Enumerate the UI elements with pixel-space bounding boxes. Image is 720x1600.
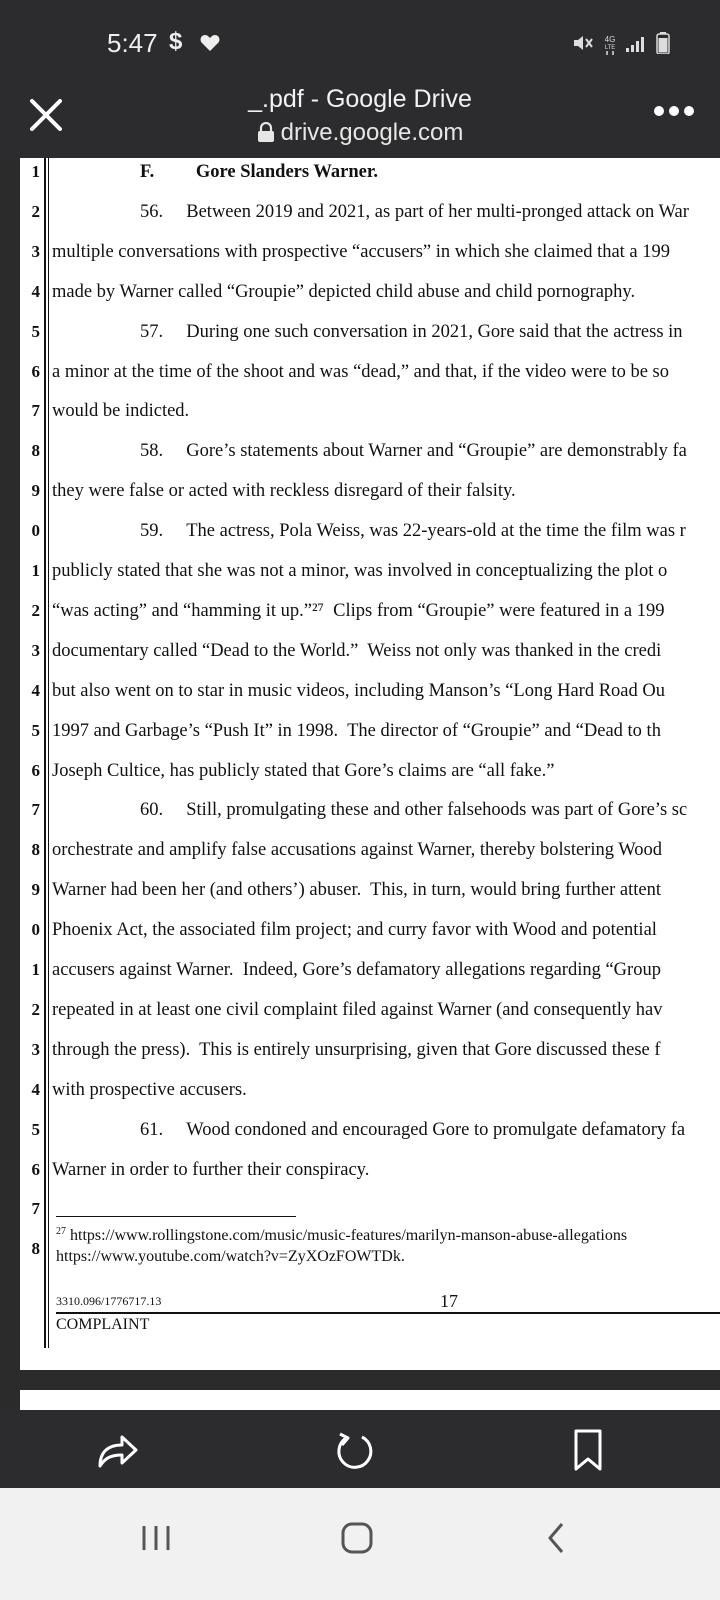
document-line: multiple conversations with prospective “accusers” in which she claimed that a 199: [52, 241, 671, 262]
document-line: documentary called “Dead to the World.” Weiss not only was thanked in the credi: [52, 640, 662, 661]
line-number: 2: [31, 600, 40, 620]
margin-rule-left: [44, 158, 46, 1348]
line-number: 7: [31, 1199, 40, 1219]
document-line: with prospective accusers.: [52, 1079, 247, 1100]
document-line: 61. Wood condoned and encouraged Gore to promulgate defamatory fa: [140, 1119, 686, 1140]
bookmark-icon: [566, 1428, 610, 1472]
recents-button[interactable]: [126, 1510, 186, 1566]
line-number: 9: [31, 481, 40, 501]
status-bar: [0, 0, 720, 85]
line-number: 5: [31, 1119, 40, 1139]
line-number: 6: [31, 1159, 40, 1179]
url-text: drive.google.com: [280, 119, 464, 146]
more-dot-icon: [669, 106, 679, 116]
share-icon: [96, 1428, 140, 1472]
more-options-button[interactable]: [654, 103, 694, 119]
footnote-url-2: https://www.youtube.com/watch?v=ZyXOzFOWTDk.: [56, 1248, 405, 1265]
line-number: 3: [31, 640, 40, 660]
line-number: 5: [31, 321, 40, 341]
line-number: 8: [31, 441, 40, 461]
line-number: 8: [31, 840, 40, 860]
document-line: but also went on to star in music videos, including Manson’s “Long Hard Road Ou: [52, 680, 665, 701]
home-icon: [327, 1510, 387, 1566]
footnote-url-1: https://www.rollingstone.com/music/music-features/marilyn-manson-abuse-allegations: [70, 1227, 628, 1244]
lock-icon: [257, 121, 275, 149]
line-number: 1: [31, 162, 40, 181]
document-line: through the press). This is entirely unsurprising, given that Gore discussed these f: [52, 1039, 661, 1060]
share-button[interactable]: [96, 1428, 140, 1472]
line-number: 1: [31, 561, 40, 580]
more-dot-icon: [654, 106, 664, 116]
battery-icon: [656, 32, 670, 59]
dollar-notification-icon: $: [169, 28, 183, 55]
status-time: 5:47: [107, 28, 158, 58]
line-number: 2: [31, 999, 40, 1019]
document-line: “was acting” and “hamming it up.”²⁷ Clips from “Groupie” were featured in a 199: [52, 600, 665, 621]
app-header: [0, 85, 720, 158]
line-number: 9: [31, 880, 40, 900]
document-line: F. Gore Slanders Warner.: [140, 162, 378, 182]
recents-icon: [126, 1510, 186, 1566]
line-number: 4: [31, 680, 40, 700]
bookmark-button[interactable]: [566, 1428, 610, 1472]
document-line: 1997 and Garbage’s “Push It” in 1998. The director of “Groupie” and “Dead to th: [52, 720, 661, 741]
document-line: Warner in order to further their conspiracy.: [52, 1159, 370, 1180]
status-icons: [572, 32, 670, 59]
line-number: 4: [31, 281, 40, 301]
document-line: 60. Still, promulgating these and other falsehoods was part of Gore’s sc: [140, 800, 688, 821]
footer-label: COMPLAINT: [56, 1316, 150, 1333]
document-id: 3310.096/1776717.13: [56, 1294, 162, 1308]
line-number: 7: [31, 800, 40, 820]
document-line: 57. During one such conversation in 2021, Gore said that the actress in: [140, 321, 683, 342]
line-number: 0: [31, 521, 40, 541]
document-line: Phoenix Act, the associated film project; and curry favor with Wood and potential: [52, 920, 657, 941]
home-button[interactable]: [327, 1510, 387, 1566]
document-line: Warner had been her (and others’) abuser. This, in turn, would bring further attent: [52, 880, 661, 901]
document-line: Joseph Cultice, has publicly stated that Gore’s claims are “all fake.”: [52, 760, 555, 781]
document-line: 56. Between 2019 and 2021, as part of her multi-pronged attack on War: [140, 201, 689, 222]
document-line: made by Warner called “Groupie” depicted child abuse and child pornography.: [52, 281, 636, 302]
document-line: publicly stated that she was not a minor, was involved in conceptualizing the plot o: [52, 561, 668, 581]
pdf-page: [20, 158, 720, 1370]
svg-text:LTE: LTE: [604, 44, 616, 51]
footnote-rule: [56, 1216, 296, 1217]
signal-icon: [626, 34, 648, 57]
document-line: repeated in at least one civil complaint filed against Warner (and consequently hav: [52, 999, 663, 1020]
document-line: they were false or acted with reckless disregard of their falsity.: [52, 481, 516, 502]
line-number: 7: [31, 401, 40, 421]
more-dot-icon: [684, 106, 694, 116]
mute-icon: [572, 33, 594, 58]
rotate-button[interactable]: [332, 1428, 376, 1472]
back-button[interactable]: [528, 1510, 588, 1566]
url-display: [0, 119, 720, 149]
document-line: a minor at the time of the shoot and was “dead,” and that, if the video were to be so: [52, 361, 669, 382]
pdf-viewer[interactable]: [0, 158, 720, 1440]
footnote-line-1: [56, 1226, 627, 1245]
document-line: 58. Gore’s statements about Warner and “Groupie” are demonstrably fa: [140, 441, 687, 462]
line-number: 5: [31, 720, 40, 740]
line-number: 0: [31, 920, 40, 940]
rotate-icon: [332, 1428, 376, 1472]
line-number: 1: [31, 960, 40, 979]
svg-text:4G: 4G: [604, 34, 616, 44]
document-line: orchestrate and amplify false accusations against Warner, thereby bolstering Wood: [52, 840, 663, 861]
line-number: 4: [31, 1079, 40, 1099]
line-number: 3: [31, 241, 40, 261]
footnote-number: 27: [56, 1226, 66, 1237]
document-line: would be indicted.: [52, 401, 190, 422]
page-number: 17: [440, 1291, 458, 1311]
line-number: 6: [31, 760, 40, 780]
line-number: 3: [31, 1039, 40, 1059]
document-line: accusers against Warner. Indeed, Gore’s defamatory allegations regarding “Group: [52, 960, 661, 980]
margin-rule-left-inner: [48, 158, 49, 1348]
document-line: 59. The actress, Pola Weiss, was 22-years-old at the time the film was r: [140, 521, 686, 542]
heart-notification-icon: [200, 34, 220, 57]
line-number: 2: [31, 201, 40, 221]
bottom-toolbar: [0, 1410, 720, 1488]
line-number: 8: [31, 1239, 40, 1259]
line-number: 6: [31, 361, 40, 381]
back-icon: [528, 1510, 588, 1566]
footer-rule: [56, 1312, 720, 1314]
file-title: _.pdf - Google Drive: [248, 85, 472, 113]
system-navigation-bar: [0, 1488, 720, 1600]
network-type-icon: [602, 34, 618, 58]
